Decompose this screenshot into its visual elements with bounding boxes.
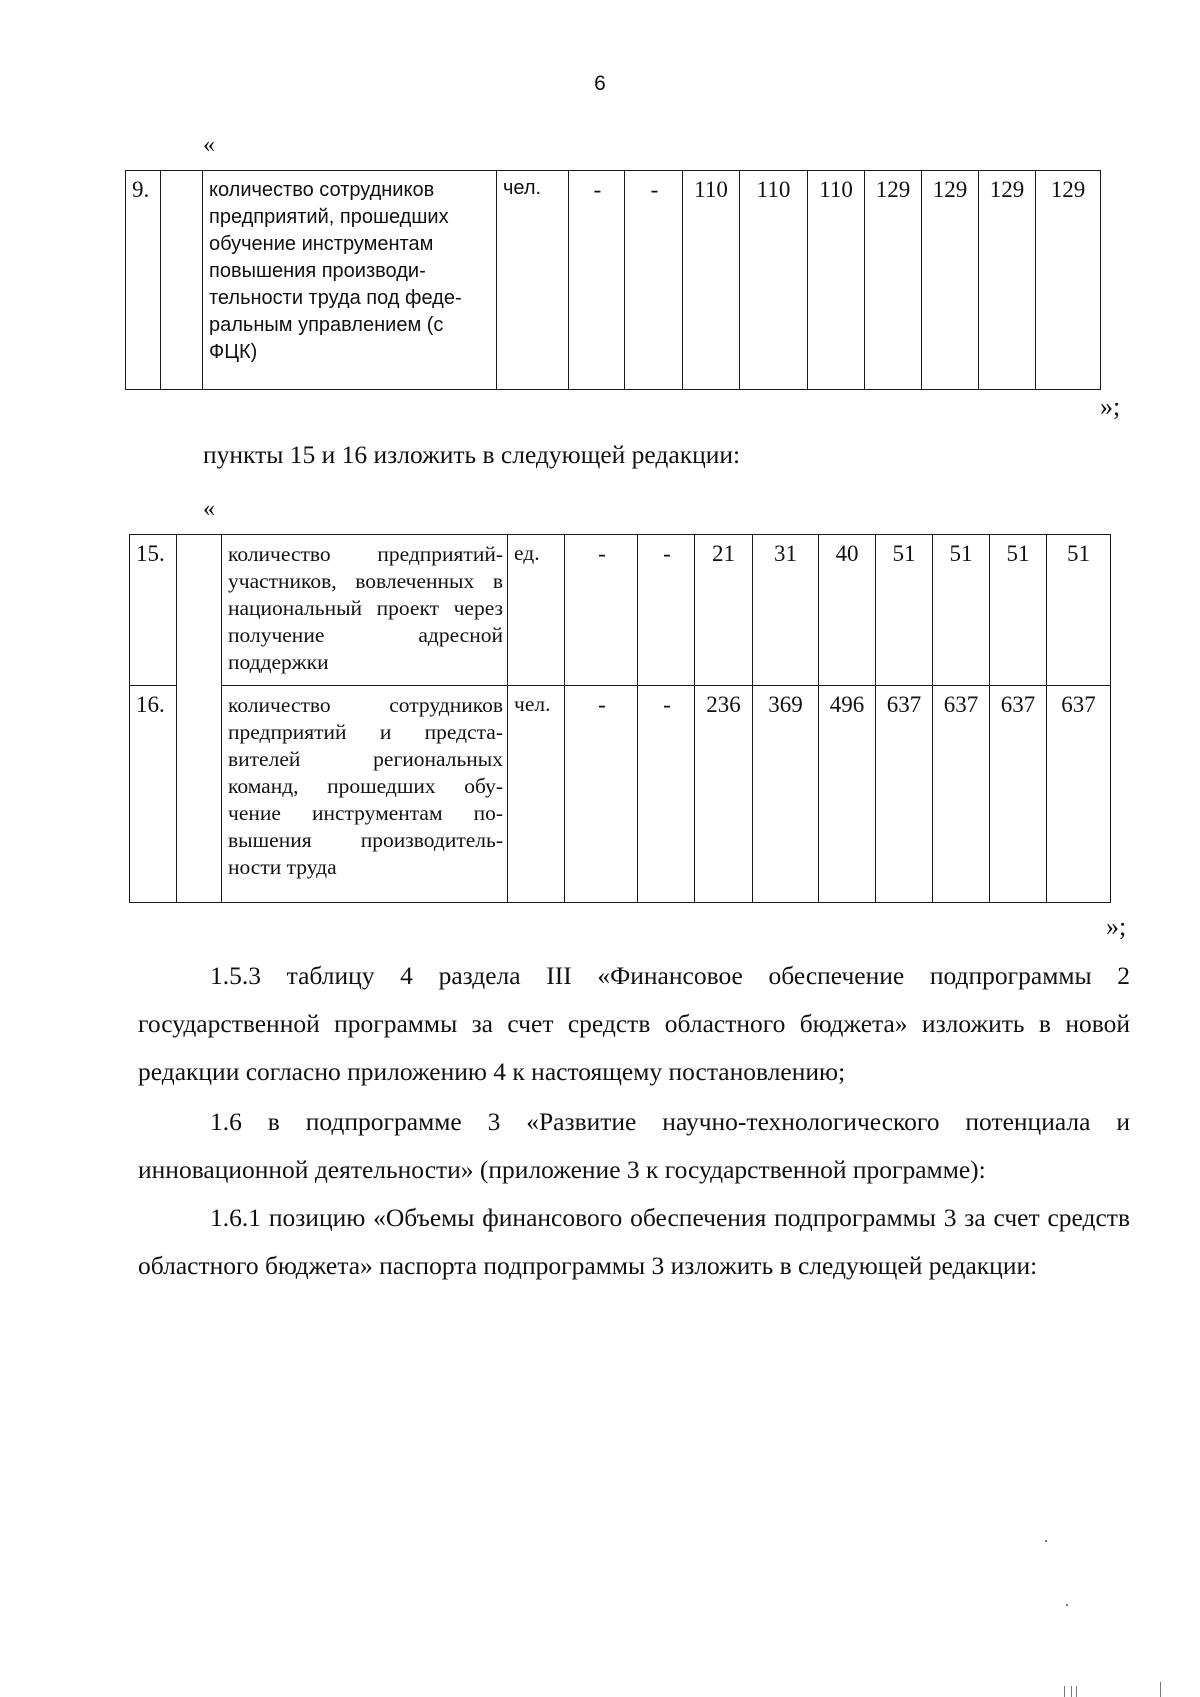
value-cell: - xyxy=(569,171,625,390)
value-cell: 110 xyxy=(683,171,740,390)
page-number: 6 xyxy=(594,72,606,95)
value-cell: 129 xyxy=(922,171,979,390)
value-cell: 236 xyxy=(695,686,753,903)
empty-cell xyxy=(177,535,222,903)
value-cell: 51 xyxy=(876,535,933,686)
value-cell: 129 xyxy=(979,171,1036,390)
paragraph-text: 1.5.3 таблицу 4 раздела III «Финансовое обеспечение подпрограммы 2 государственной программы за счет средств областного бюджета» изложить в новой редакции согласно приложению 4 к настоящему постановлению; xyxy=(138,961,1130,1086)
value-cell: 637 xyxy=(990,686,1047,903)
value-cell: - xyxy=(638,686,695,903)
value-cell: 110 xyxy=(740,171,808,390)
row-unit: чел. xyxy=(497,171,569,390)
row-index: 16. xyxy=(130,686,177,903)
paragraph-text: 1.6.1 позицию «Объемы финансового обеспечения подпрограммы 3 за счет средств областного бюджета» паспорта подпрограммы 3 изложить в следующей редакции: xyxy=(138,1203,1130,1280)
value-cell: - xyxy=(565,535,638,686)
intro-text: пункты 15 и 16 изложить в следующей редакции: xyxy=(203,440,741,469)
value-cell: 369 xyxy=(753,686,819,903)
value-cell: 40 xyxy=(819,535,876,686)
close-quote: »; xyxy=(1106,912,1127,941)
value-cell: 637 xyxy=(933,686,990,903)
empty-cell xyxy=(161,171,203,390)
paragraph-text: 1.6 в подпрограмме 3 «Развитие научно-технологического потенциала и инновационной деятельности» (приложение 3 к государственной программе): xyxy=(138,1107,1130,1184)
table-row xyxy=(126,171,1101,390)
scan-speck xyxy=(1066,1604,1068,1606)
value-cell: 21 xyxy=(695,535,753,686)
table-row xyxy=(130,686,1111,903)
value-cell: 51 xyxy=(990,535,1047,686)
row-index: 15. xyxy=(130,535,177,686)
value-cell: 110 xyxy=(808,171,865,390)
scan-speck xyxy=(1064,1686,1065,1697)
row-description: количество предприятий-участников, вовлеченных в национальный проект через получение адресной поддержки xyxy=(222,535,508,686)
value-cell: 51 xyxy=(1047,535,1111,686)
value-cell: 637 xyxy=(1047,686,1111,903)
open-quote: « xyxy=(203,496,215,522)
row-index: 9. xyxy=(126,171,161,390)
scan-speck xyxy=(1160,1682,1161,1697)
scan-speck xyxy=(1076,1686,1077,1697)
value-cell: - xyxy=(638,535,695,686)
table-row xyxy=(130,535,1111,686)
value-cell: 637 xyxy=(876,686,933,903)
scan-speck xyxy=(1071,1686,1072,1697)
value-cell: 31 xyxy=(753,535,819,686)
scan-speck xyxy=(1045,1540,1047,1542)
value-cell: - xyxy=(565,686,638,903)
paragraph-1-6-1 xyxy=(138,1194,1130,1290)
row-description: количество сотрудников предприятий и предста-вителей региональных команд, прошедших обу-чение инструментам по-вышения производитель-ности труда xyxy=(222,686,508,903)
close-quote: »; xyxy=(1100,392,1121,421)
paragraph-1-6 xyxy=(138,1098,1130,1194)
row-description: количество сотрудников предприятий, прошедших обучение инструментам повышения производи-тельности труда под феде-ральным управлением (с ФЦК) xyxy=(203,171,497,390)
value-cell: - xyxy=(625,171,683,390)
value-cell: 129 xyxy=(1036,171,1101,390)
value-cell: 51 xyxy=(933,535,990,686)
row-unit: ед. xyxy=(508,535,565,686)
row-unit: чел. xyxy=(508,686,565,903)
value-cell: 129 xyxy=(865,171,922,390)
value-cell: 496 xyxy=(819,686,876,903)
indicator-table-1 xyxy=(125,170,1101,390)
paragraph-1-5-3 xyxy=(138,952,1130,1096)
open-quote: « xyxy=(203,132,215,158)
indicator-table-2 xyxy=(129,534,1111,903)
